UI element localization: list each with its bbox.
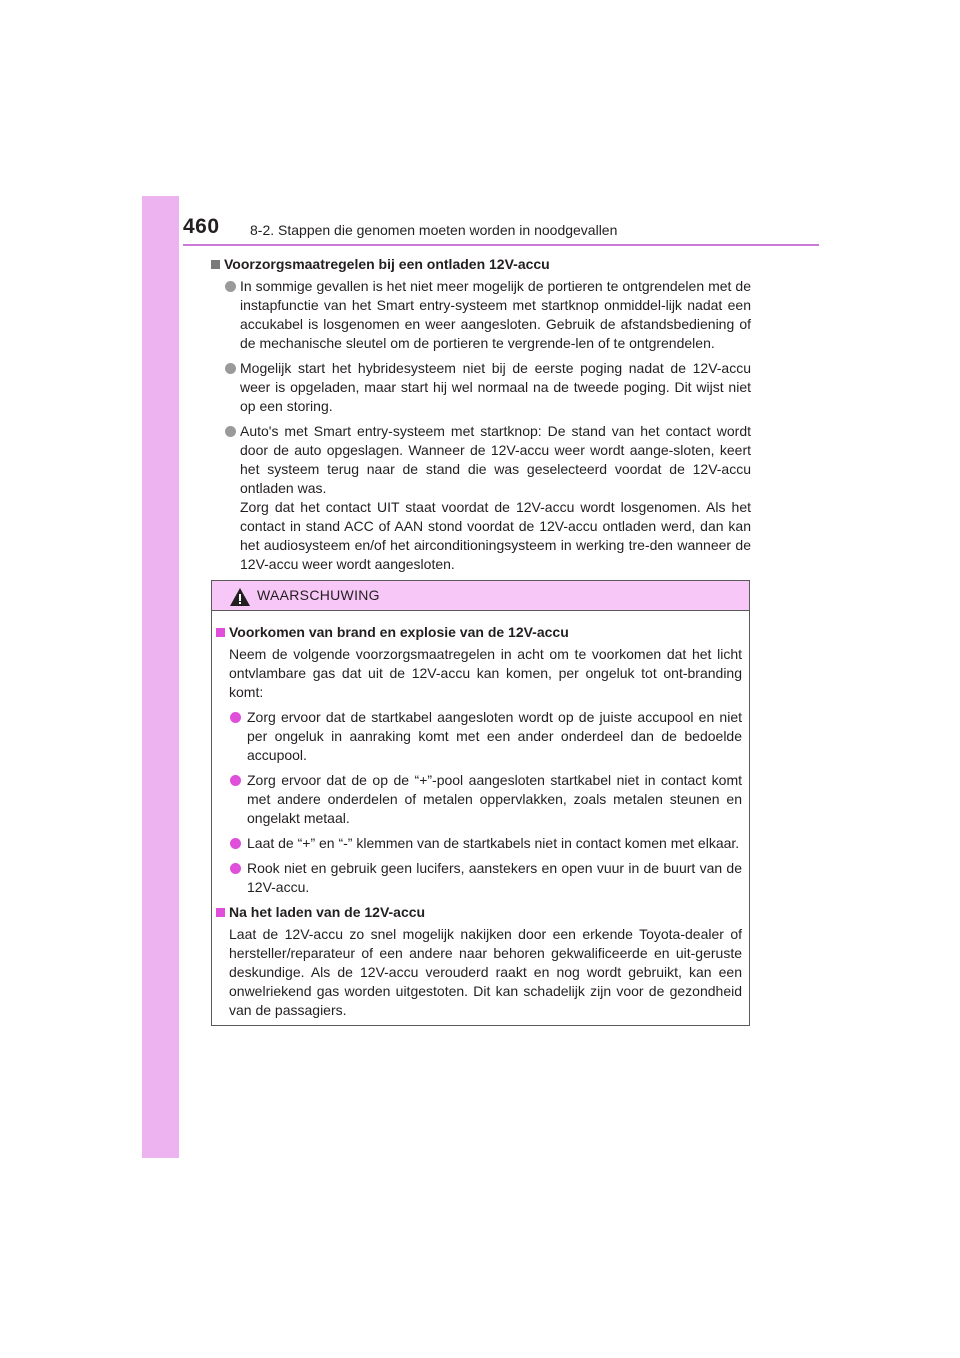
circle-bullet-icon [230,775,241,786]
list-item [216,708,742,765]
list-item [211,422,751,574]
circle-bullet-icon [230,712,241,723]
warning-section-heading [216,623,742,642]
chapter-sidebar-tab [142,196,179,1158]
circle-bullet-icon [230,863,241,874]
list-item-text: Rook niet en gebruik geen lucifers, aanstekers en open vuur in de buurt van de 12V-accu. [247,860,742,895]
warning-intro: Neem de volgende voorzorgsmaatregelen in acht om te voorkomen dat het licht ontvlambare gas dat uit de 12V-accu kan komen, per ongeluk tot ont-branding komt: [229,646,742,700]
list-item-text: Zorg ervoor dat de startkabel aangesloten wordt op de juiste accupool en niet per ongeluk in aanraking komt met een ander onderdeel dan de bedoelde accupool. [247,709,742,763]
list-item [216,834,742,853]
main-content [211,255,751,580]
warning-body [212,611,749,1020]
section-title: 8-2. Stappen die genomen moeten worden in noodgevallen [250,222,618,238]
circle-bullet-icon [225,426,236,437]
square-bullet-icon [216,908,225,917]
circle-bullet-icon [225,363,236,374]
warning-header [212,581,749,611]
list-item [216,859,742,897]
circle-bullet-icon [230,838,241,849]
list-item [211,359,751,416]
main-heading [211,255,751,274]
list-item-text: Zorg ervoor dat de op de “+”-pool aangesloten startkabel niet in contact komt met andere onderdelen of metalen oppervlakken, zoals metalen steunen en ongelakt metaal. [247,772,742,826]
warning-paragraph: Laat de 12V-accu zo snel mogelijk nakijken door een erkende Toyota-dealer of hersteller/reparateur of een andere naar behoren gekwalificeerde en uit-geruste deskundige. Als de 12V-accu verouderd raakt en nog wordt gebruikt, kan een onwelriekend gas worden uitgestoten. Dit kan schadelijk zijn voor de gezondheid van de passagiers. [229,926,742,1018]
warning-triangle-icon [229,587,251,607]
header-rule [183,244,819,246]
page-number: 460 [183,215,220,238]
list-item [216,771,742,828]
main-heading-text: Voorzorgsmaatregelen bij een ontladen 12V-accu [224,256,550,272]
list-item-text: Auto's met Smart entry-systeem met startknop: De stand van het contact wordt door de auto opgeslagen. Wanneer de 12V-accu weer wordt aange-sloten, keert het systeem terug naar de stand die was geselecteerd voordat de 12V-accu ontladen was. [240,423,751,496]
warning-section-heading-text: Na het laden van de 12V-accu [229,904,426,920]
list-item-text: Mogelijk start het hybridesysteem niet bij de eerste poging nadat de 12V-accu weer is opgeladen, maar start hij wel normaal na de tweede poging. Dit wijst niet op een storing. [240,360,751,414]
list-item-continuation: Zorg dat het contact UIT staat voordat de 12V-accu wordt losgenomen. Als het contact in stand ACC of AAN stond voordat de 12V-accu ontladen werd, dan kan het audiosysteem en/of het airconditioningsysteem in werking tre-den wanneer de 12V-accu weer wordt aangesloten. [240,499,751,572]
square-bullet-icon [216,628,225,637]
list-item-text: In sommige gevallen is het niet meer mogelijk de portieren te ontgrendelen met de instapfunctie van het Smart entry-systeem met startknop onmiddel-lijk nadat een accukabel is losgenomen en weer aangesloten. Gebruik de afstandsbediening of de mechanische sleutel om de portieren te vergrende-len of te ontgrendelen. [240,278,751,351]
list-item [211,277,751,353]
circle-bullet-icon [225,281,236,292]
warning-box [211,580,750,1026]
warning-section-heading-text: Voorkomen van brand en explosie van de 12V-accu [229,624,569,640]
list-item-text: Laat de “+” en “-” klemmen van de startkabels niet in contact komen met elkaar. [247,835,740,851]
warning-title: WAARSCHUWING [257,587,380,603]
square-bullet-icon [211,260,220,269]
warning-section-heading [216,903,742,922]
